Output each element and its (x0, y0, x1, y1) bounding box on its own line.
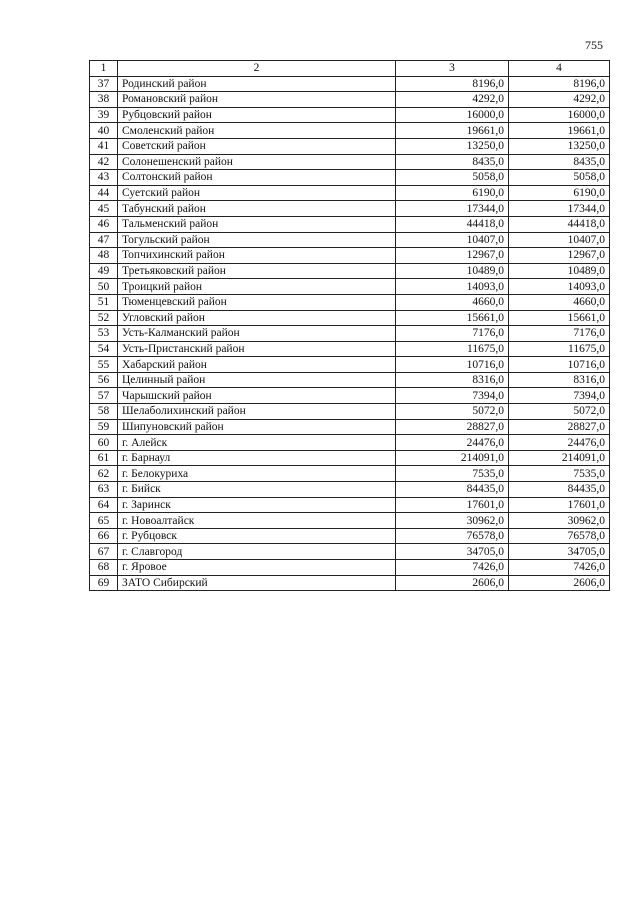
row-name-cell: Хабарский район (118, 357, 396, 373)
table-row (90, 123, 610, 139)
row-name-cell: Усть-Пристанский район (118, 341, 396, 357)
row-value-cell-4: 17601,0 (509, 497, 610, 513)
row-number-cell: 56 (90, 372, 118, 388)
row-number-cell: 51 (90, 294, 118, 310)
row-value-cell-3: 10489,0 (396, 263, 509, 279)
row-value-cell-4: 76578,0 (509, 528, 610, 544)
row-value-cell-3: 7535,0 (396, 466, 509, 482)
table-row (90, 497, 610, 513)
row-value-cell-4: 14093,0 (509, 279, 610, 295)
table-row (90, 310, 610, 326)
table-row (90, 138, 610, 154)
row-number-cell: 63 (90, 482, 118, 498)
table-row (90, 232, 610, 248)
row-value-cell-3: 12967,0 (396, 248, 509, 264)
row-value-cell-3: 14093,0 (396, 279, 509, 295)
row-number-cell: 41 (90, 138, 118, 154)
row-value-cell-3: 84435,0 (396, 482, 509, 498)
row-value-cell-4: 5058,0 (509, 170, 610, 186)
row-value-cell-3: 7394,0 (396, 388, 509, 404)
row-number-cell: 44 (90, 185, 118, 201)
table-row (90, 185, 610, 201)
row-name-cell: г. Славгород (118, 544, 396, 560)
row-value-cell-4: 30962,0 (509, 513, 610, 529)
row-number-cell: 67 (90, 544, 118, 560)
row-value-cell-3: 76578,0 (396, 528, 509, 544)
row-number-cell: 53 (90, 326, 118, 342)
row-value-cell-4: 44418,0 (509, 216, 610, 232)
row-value-cell-3: 8316,0 (396, 372, 509, 388)
row-name-cell: Тюменцевский район (118, 294, 396, 310)
data-table (89, 60, 610, 591)
row-name-cell: Табунский район (118, 201, 396, 217)
row-name-cell: Тогульский район (118, 232, 396, 248)
table-row (90, 294, 610, 310)
header-cell-1: 1 (90, 61, 118, 77)
row-name-cell: Чарышский район (118, 388, 396, 404)
table-row (90, 575, 610, 591)
row-value-cell-3: 4660,0 (396, 294, 509, 310)
row-name-cell: Рубцовский район (118, 107, 396, 123)
row-value-cell-4: 13250,0 (509, 138, 610, 154)
row-value-cell-3: 11675,0 (396, 341, 509, 357)
row-name-cell: г. Барнаул (118, 450, 396, 466)
table-row (90, 107, 610, 123)
row-number-cell: 66 (90, 528, 118, 544)
row-number-cell: 37 (90, 76, 118, 92)
row-value-cell-4: 6190,0 (509, 185, 610, 201)
table-row (90, 279, 610, 295)
row-name-cell: Угловский район (118, 310, 396, 326)
row-value-cell-3: 7426,0 (396, 560, 509, 576)
row-number-cell: 61 (90, 450, 118, 466)
row-name-cell: г. Заринск (118, 497, 396, 513)
table-row (90, 326, 610, 342)
row-value-cell-4: 10407,0 (509, 232, 610, 248)
row-name-cell: г. Новоалтайск (118, 513, 396, 529)
row-value-cell-3: 5072,0 (396, 404, 509, 420)
row-name-cell: Усть-Калманский район (118, 326, 396, 342)
row-value-cell-4: 8435,0 (509, 154, 610, 170)
row-name-cell: Третьяковский район (118, 263, 396, 279)
row-value-cell-4: 214091,0 (509, 450, 610, 466)
row-number-cell: 38 (90, 92, 118, 108)
row-value-cell-3: 17344,0 (396, 201, 509, 217)
row-value-cell-3: 28827,0 (396, 419, 509, 435)
row-value-cell-3: 30962,0 (396, 513, 509, 529)
row-value-cell-4: 4292,0 (509, 92, 610, 108)
table-row (90, 450, 610, 466)
row-number-cell: 45 (90, 201, 118, 217)
row-number-cell: 62 (90, 466, 118, 482)
row-value-cell-3: 7176,0 (396, 326, 509, 342)
header-cell-2: 2 (118, 61, 396, 77)
row-name-cell: г. Бийск (118, 482, 396, 498)
table-row (90, 372, 610, 388)
row-value-cell-4: 10716,0 (509, 357, 610, 373)
row-name-cell: Топчихинский район (118, 248, 396, 264)
row-name-cell: г. Алейск (118, 435, 396, 451)
row-value-cell-3: 6190,0 (396, 185, 509, 201)
row-value-cell-3: 17601,0 (396, 497, 509, 513)
row-value-cell-4: 4660,0 (509, 294, 610, 310)
table-row (90, 388, 610, 404)
row-number-cell: 48 (90, 248, 118, 264)
row-number-cell: 40 (90, 123, 118, 139)
row-name-cell: Суетский район (118, 185, 396, 201)
row-value-cell-4: 24476,0 (509, 435, 610, 451)
table-row (90, 419, 610, 435)
row-number-cell: 42 (90, 154, 118, 170)
page-number: 755 (585, 38, 603, 52)
table-row (90, 154, 610, 170)
row-number-cell: 68 (90, 560, 118, 576)
row-value-cell-4: 84435,0 (509, 482, 610, 498)
row-value-cell-4: 7394,0 (509, 388, 610, 404)
row-name-cell: г. Яровое (118, 560, 396, 576)
row-value-cell-4: 16000,0 (509, 107, 610, 123)
table-row (90, 528, 610, 544)
row-number-cell: 57 (90, 388, 118, 404)
row-value-cell-3: 15661,0 (396, 310, 509, 326)
row-name-cell: Родинский район (118, 76, 396, 92)
row-value-cell-3: 13250,0 (396, 138, 509, 154)
header-cell-4: 4 (509, 61, 610, 77)
row-number-cell: 50 (90, 279, 118, 295)
row-value-cell-3: 5058,0 (396, 170, 509, 186)
row-name-cell: Целинный район (118, 372, 396, 388)
table-row (90, 482, 610, 498)
row-name-cell: ЗАТО Сибирский (118, 575, 396, 591)
row-number-cell: 65 (90, 513, 118, 529)
header-cell-3: 3 (396, 61, 509, 77)
row-value-cell-4: 10489,0 (509, 263, 610, 279)
row-value-cell-4: 2606,0 (509, 575, 610, 591)
row-value-cell-4: 11675,0 (509, 341, 610, 357)
table-row (90, 341, 610, 357)
table-row (90, 357, 610, 373)
row-number-cell: 49 (90, 263, 118, 279)
table-row (90, 201, 610, 217)
row-value-cell-4: 34705,0 (509, 544, 610, 560)
table-row (90, 513, 610, 529)
row-name-cell: Троицкий район (118, 279, 396, 295)
row-value-cell-4: 15661,0 (509, 310, 610, 326)
table-header (90, 61, 610, 77)
row-value-cell-3: 8196,0 (396, 76, 509, 92)
row-number-cell: 58 (90, 404, 118, 420)
row-number-cell: 54 (90, 341, 118, 357)
table-row (90, 404, 610, 420)
table-row (90, 435, 610, 451)
row-value-cell-4: 28827,0 (509, 419, 610, 435)
header-row (90, 61, 610, 77)
row-number-cell: 39 (90, 107, 118, 123)
table-row (90, 92, 610, 108)
row-value-cell-3: 8435,0 (396, 154, 509, 170)
table-row (90, 466, 610, 482)
table-row (90, 170, 610, 186)
row-value-cell-4: 7176,0 (509, 326, 610, 342)
row-value-cell-3: 24476,0 (396, 435, 509, 451)
row-number-cell: 69 (90, 575, 118, 591)
row-value-cell-4: 12967,0 (509, 248, 610, 264)
row-value-cell-4: 7535,0 (509, 466, 610, 482)
row-value-cell-4: 8316,0 (509, 372, 610, 388)
row-number-cell: 43 (90, 170, 118, 186)
row-name-cell: Шипуновский район (118, 419, 396, 435)
row-value-cell-3: 4292,0 (396, 92, 509, 108)
row-name-cell: Шелаболихинский район (118, 404, 396, 420)
row-name-cell: Тальменский район (118, 216, 396, 232)
table-row (90, 544, 610, 560)
row-name-cell: Романовский район (118, 92, 396, 108)
row-number-cell: 55 (90, 357, 118, 373)
row-value-cell-4: 8196,0 (509, 76, 610, 92)
row-value-cell-3: 19661,0 (396, 123, 509, 139)
row-value-cell-3: 34705,0 (396, 544, 509, 560)
row-value-cell-3: 10716,0 (396, 357, 509, 373)
row-name-cell: г. Белокуриха (118, 466, 396, 482)
row-number-cell: 64 (90, 497, 118, 513)
row-value-cell-4: 7426,0 (509, 560, 610, 576)
row-name-cell: Солонешенский район (118, 154, 396, 170)
row-number-cell: 52 (90, 310, 118, 326)
row-value-cell-3: 214091,0 (396, 450, 509, 466)
row-number-cell: 47 (90, 232, 118, 248)
row-value-cell-4: 5072,0 (509, 404, 610, 420)
row-name-cell: Советский район (118, 138, 396, 154)
row-value-cell-3: 10407,0 (396, 232, 509, 248)
table-row (90, 76, 610, 92)
row-value-cell-3: 16000,0 (396, 107, 509, 123)
table-row (90, 560, 610, 576)
row-value-cell-4: 19661,0 (509, 123, 610, 139)
row-number-cell: 46 (90, 216, 118, 232)
row-value-cell-3: 44418,0 (396, 216, 509, 232)
row-name-cell: Смоленский район (118, 123, 396, 139)
row-value-cell-3: 2606,0 (396, 575, 509, 591)
row-number-cell: 60 (90, 435, 118, 451)
table-row (90, 216, 610, 232)
table-body (90, 76, 610, 591)
row-name-cell: г. Рубцовск (118, 528, 396, 544)
table-row (90, 248, 610, 264)
row-number-cell: 59 (90, 419, 118, 435)
table-row (90, 263, 610, 279)
row-name-cell: Солтонский район (118, 170, 396, 186)
row-value-cell-4: 17344,0 (509, 201, 610, 217)
